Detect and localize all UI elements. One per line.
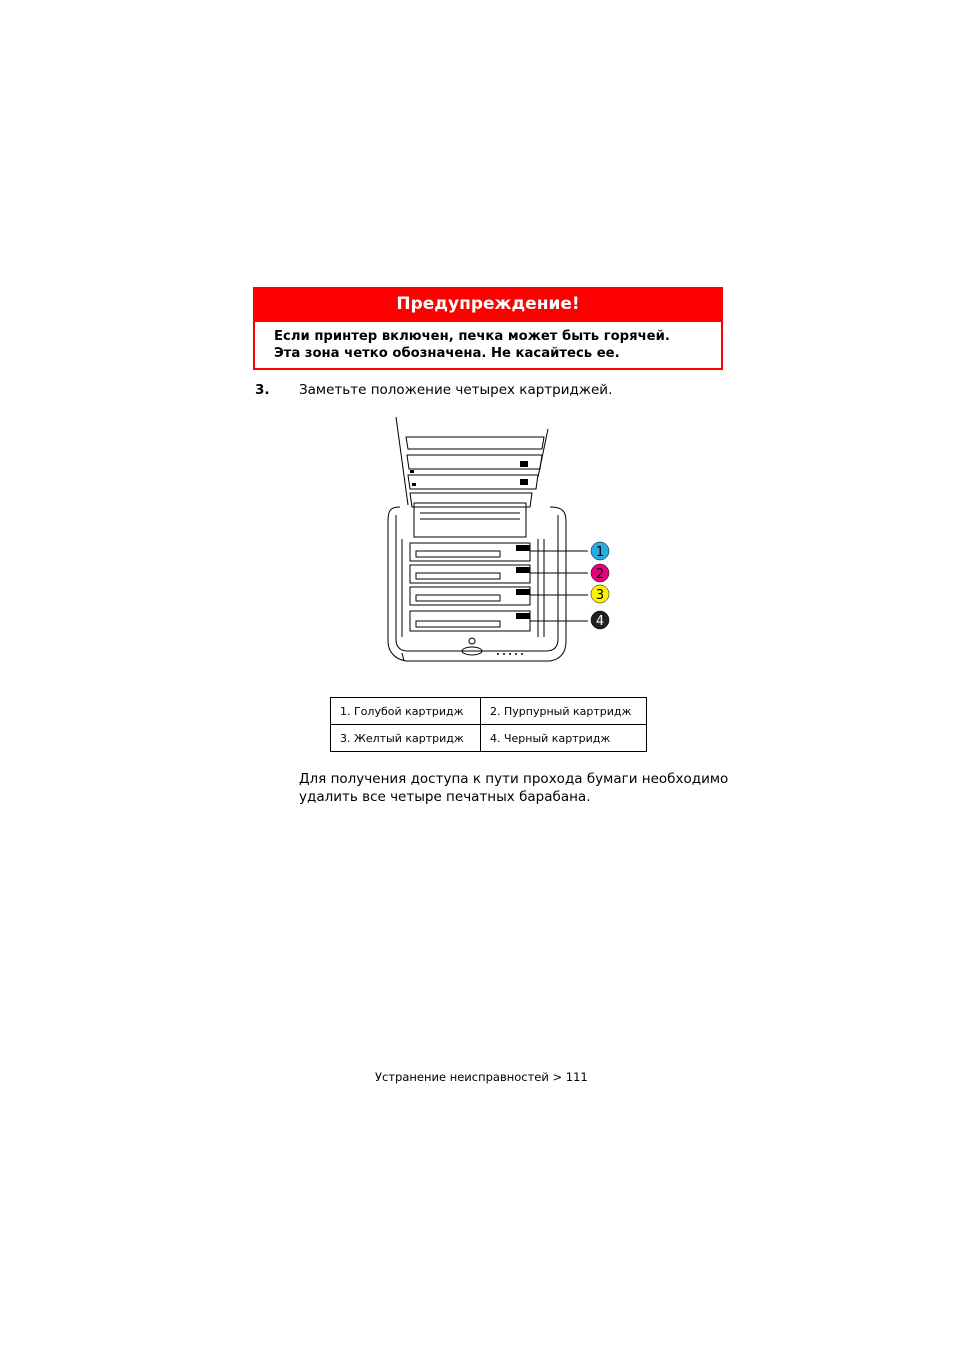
- paragraph-line-2: удалить все четыре печатных барабана.: [299, 788, 591, 805]
- legend-cell: 1. Голубой картридж: [331, 698, 481, 725]
- callout-4: [591, 611, 609, 629]
- legend-cell: 4. Черный картридж: [481, 725, 647, 752]
- warning-line-1: Если принтер включен, печка может быть горячей.: [274, 329, 670, 344]
- paragraph-line-1: Для получения доступа к пути прохода бумаги необходимо: [299, 771, 729, 787]
- legend-row: [331, 725, 647, 752]
- legend-cell: 3. Желтый картридж: [331, 725, 481, 752]
- callout-2: [591, 564, 609, 582]
- callout-2-label: 2: [595, 567, 605, 582]
- step-text: Заметьте положение четырех картриджей.: [299, 382, 613, 398]
- printer-cartridge-figure: [380, 415, 620, 670]
- callout-1: [591, 542, 609, 560]
- warning-line-2: Эта зона четко обозначена. Не касайтесь ее.: [274, 346, 620, 361]
- cartridge-legend-table: [330, 697, 647, 752]
- legend-cell: 2. Пурпурный картридж: [481, 698, 647, 725]
- callout-3-label: 3: [595, 588, 605, 603]
- body-paragraph: [299, 771, 728, 806]
- warning-box: [253, 287, 723, 370]
- callout-1-label: 1: [595, 545, 605, 560]
- warning-title: Предупреждение!: [255, 289, 721, 322]
- callout-3: [591, 585, 609, 603]
- step-number: 3.: [255, 382, 270, 398]
- warning-text: [255, 322, 721, 362]
- legend-row: [331, 698, 647, 725]
- printer-illustration: [380, 415, 620, 670]
- page-footer: Устранение неисправностей > 111: [375, 1070, 588, 1084]
- callout-4-label: 4: [595, 614, 605, 629]
